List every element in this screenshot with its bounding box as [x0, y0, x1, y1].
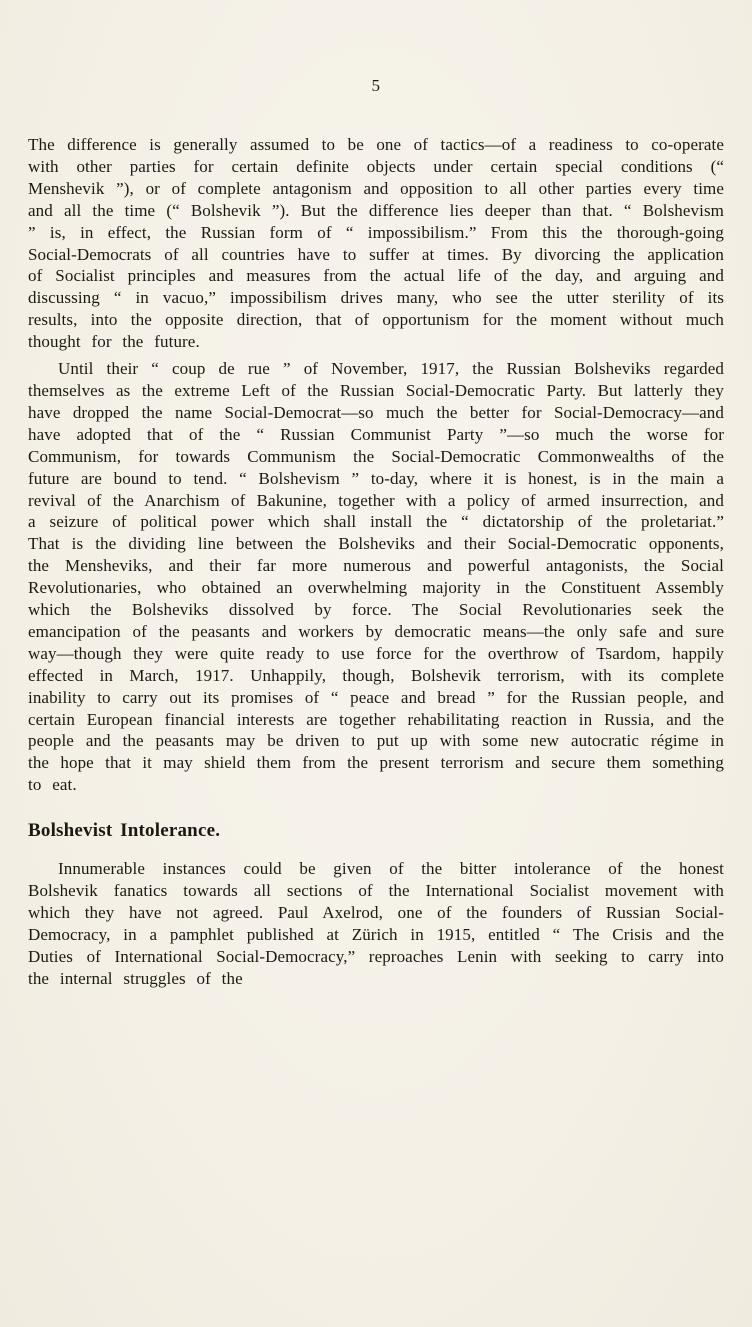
section-heading: Bolshevist Intolerance.: [28, 820, 221, 842]
page-number: 5: [371, 76, 381, 95]
paragraph: The difference is generally assumed to be one of tactics—of a readiness to co-operate with other parties for certain definite objects under certain special conditions (“ Menshevik ”), or of complete antagonism and opposition to all other parties every time and all the time (“ Bolshevik ”). But the difference lies deeper than that. “ Bolshevism ” is, in effect, the Russian form of “ impossibilism.” From this the thorough-going Social-Democrats of all countries have to suffer at times. By divorcing the application of Socialist principles and measures from the actual life of the day, and arguing and discussing “ in vacuo,” impossibilism drives many, who see the utter sterility of its results, into the opposite direction, that of opportunism for the moment without much thought for the future.: [28, 135, 724, 352]
paragraph: Until their “ coup de rue ” of November, 1917, the Russian Bolsheviks regarded themselves as the extreme Left of the Russian Social-Democratic Party. But latterly they have dropped the name Social-Democrat—so much the better for Social-Democracy—and have adopted that of the “ Russian Communist Party ”—so much the worse for Communism, for towards Communism the Social-Democratic Commonwealths of the future are bound to tend. “ Bolshevism ” to-day, where it is honest, is in the main a revival of the Anarchism of Bakunine, together with a policy of armed insurrection, and a seizure of political power which shall install the “ dictatorship of the proletariat.” That is the dividing line between the Bolsheviks and their Social-Democratic opponents, the Mensheviks, and their far more numerous and powerful antagonists, the Social Revolutionaries, who obtained an overwhelming majority in the Constituent Assembly which the Bolsheviks dissolved by force. The Social Revolutionaries seek the emancipation of the peasants and workers by democratic means—the only safe and sure way—though they were quite ready to use force for the overthrow of Tsardom, happily effected in March, 1917. Unhappily, though, Bolshevik terrorism, with its complete inability to carry out its promises of “ peace and bread ” for the Russian people, and certain European financial interests are together rehabilitating reaction in Russia, and the people and the peasants may be driven to put up with some new autocratic régime in the hope that it may shield them from the present terrorism and secure them something to eat.: [28, 359, 724, 795]
page-body: [28, 134, 724, 990]
paragraph: Innumerable instances could be given of the bitter intolerance of the honest Bolshevik fanatics towards all sections of the International Socialist movement with which they have not agreed. Paul Axelrod, one of the founders of Russian Social-Democracy, in a pamphlet published at Zürich in 1915, entitled “ The Crisis and the Duties of International Social-Democracy,” reproaches Lenin with seeking to carry into the internal struggles of the: [28, 859, 724, 988]
